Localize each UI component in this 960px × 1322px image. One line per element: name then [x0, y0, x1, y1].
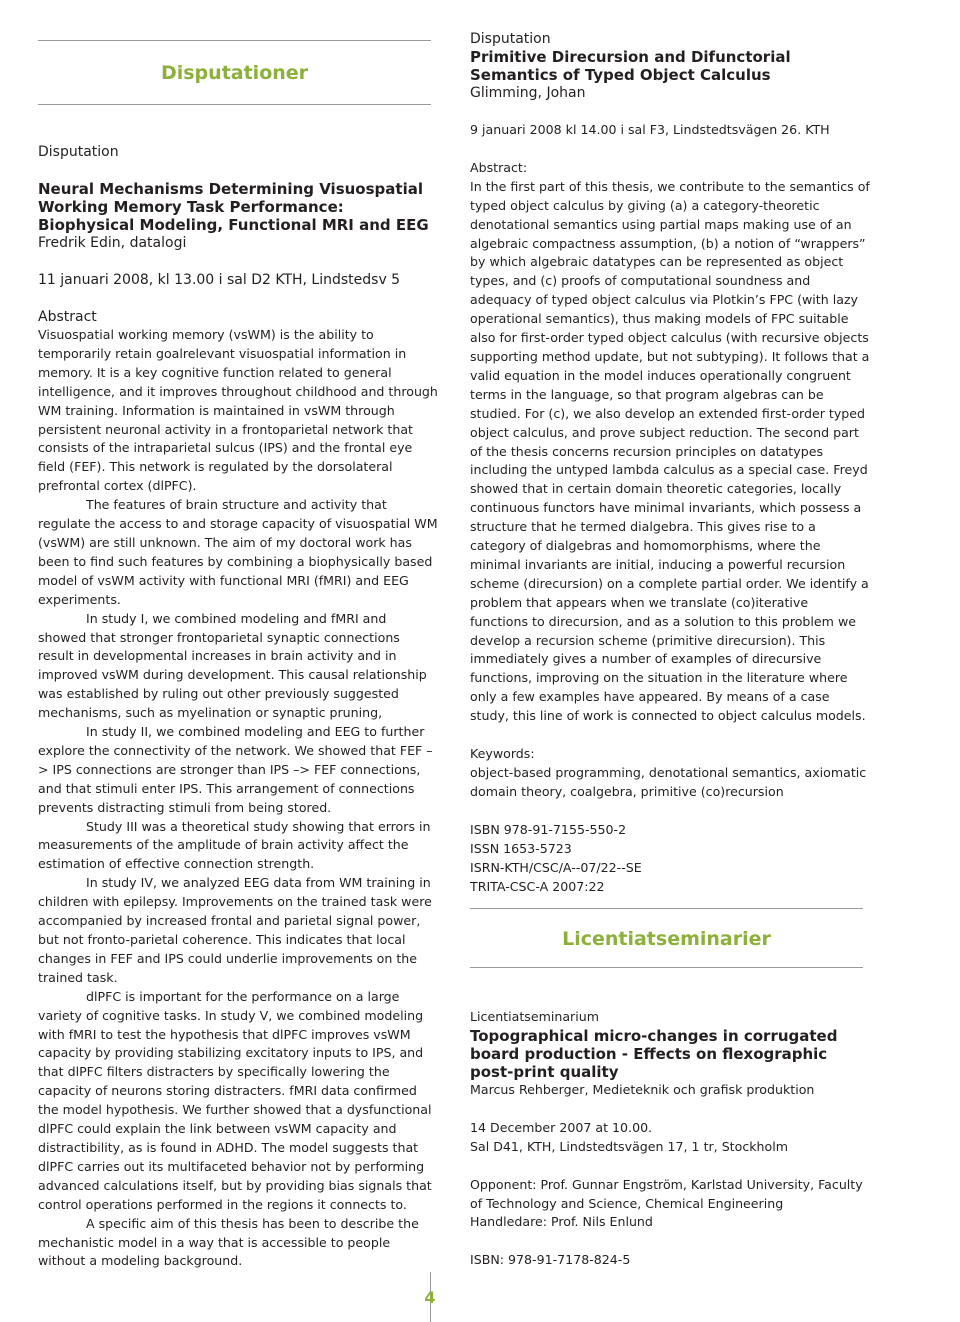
licentiat-isbn: ISBN: 978-91-7178-824-5 — [470, 1252, 631, 1268]
keywords-label: Keywords: — [470, 746, 535, 762]
isrn: ISRN-KTH/CSC/A--07/22--SE — [470, 859, 642, 875]
top-left-rule — [38, 40, 431, 41]
trita: TRITA-CSC-A 2007:22 — [470, 878, 605, 894]
keywords-text: object-based programming, denotational semantics, axiomatic domain theory, coalgebra, primitive (co)recursion — [470, 765, 867, 799]
licentiat-place: Sal D41, KTH, Lindstedtsvägen 17, 1 tr, Stockholm — [470, 1138, 788, 1154]
licentiat-bottom-rule — [470, 967, 863, 968]
abstract-text: In the first part of this thesis, we contribute to the semantics of typed object calculus by giving (a) a category-theoretic denotational semantics using partial maps making use of an algebraic compactness assumption, (b) a notion of “wrappers” by which algebraic datatypes can be represented as object types, and (c) proofs of computational soundness and adequacy of typed object calculus via Plotkin’s FPC (with lazy operational semantics), thus making models of FPC suitable also for first-order typed object calculus (with recursive objects supporting method update, but not subtyping). It follows that a valid equation in the model induces operationally congruent terms in the language, so that program algebras can be studied. For (c), we also develop an extended first-order typed object calculus, and prove subject reduction. The second part of the thesis concerns recursion principles on datatypes including the untyped lambda calculus as a special case. Freyd showed that in certain domain theoretic categories, locally continuous functors have minimal invariants, which possess a structure that he termed dialgebra. This gives rise to a category of dialgebras and homomorphisms, where the minimal invariants are initial, inducing a powerful recursion scheme (direcursion) on a complete partial order. We identify a problem that appears when we translate (co)iterative functions to direcursion, and as a solution to this problem we develop a recursion scheme (primitive direcursion). This immediately gives a number of examples of direcursive functions, improving on the situation in the literature where only a few examples have appeared. By means of a case study, this line of work is connected to object calculus models. — [470, 178, 870, 724]
licentiat-supervisor: Handledare: Prof. Nils Enlund — [470, 1214, 653, 1230]
article-date-place: 9 januari 2008 kl 14.00 i sal F3, Lindstedtsvägen 26. KTH — [470, 122, 830, 137]
licentiat-date: 14 December 2007 at 10.00. — [470, 1119, 653, 1135]
paragraph: In study I, we combined modeling and fMRI and showed that stronger frontoparietal synaptic connections result in developmental increases in brain activity and in improved vsWM during development. This causal relationship was established by ruling out other previously suggested mechanisms, such as myelination or synaptic pruning, — [38, 610, 427, 721]
licentiat-article — [470, 1008, 870, 1270]
article-author: Glimming, Johan — [470, 85, 586, 101]
article-title: Primitive Direcursion and Difunctorial Semantics of Typed Object Calculus — [470, 48, 791, 84]
licentiat-top-rule — [470, 908, 863, 909]
page-number: 4 — [424, 1288, 436, 1307]
paragraph: A specific aim of this thesis has been to describe the mechanistic model in a way that is accessible to people without a modeling background. — [38, 1215, 419, 1269]
licentiat-author: Marcus Rehberger, Medieteknik och grafisk produktion — [470, 1081, 815, 1097]
paragraph: In study II, we combined modeling and EEG to further explore the connectivity of the network. We showed that FEF –> IPS connections are stronger than IPS –> FEF connections, and that stimuli enter IPS. This arrangement of connections prevents distracting stimuli from being stored. — [38, 724, 433, 815]
isbn: ISBN 978-91-7155-550-2 — [470, 821, 627, 837]
paragraph: The features of brain structure and activity that regulate the access to and storage capacity of visuospatial WM (vsWM) are still unknown. The aim of my doctoral work has been to find such features by combining a biophysically based model of vsWM activity with functional MRI (fMRI) and EEG experiments. — [38, 497, 438, 607]
article-title: Neural Mechanisms Determining Visuospatial Working Memory Task Performance: Biophysical Modeling, Functional MRI and EEG — [38, 180, 429, 234]
abstract-label: Abstract: — [470, 159, 528, 175]
licentiat-title: Topographical micro-changes in corrugated board production - Effects on flexographic post-print quality — [470, 1026, 838, 1081]
paragraph: dlPFC is important for the performance on a large variety of cognitive tasks. In study V, we combined modeling with fMRI to test the hypothesis that dlPFC improves vsWM capacity by providing stabilizing excitatory inputs to IPS, and that dlPFC filters distracters by specifically lowering the capacity of neurons storing distracters. fMRI data confirmed the model hypothesis. We further showed that a dysfunctional dlPFC could explain the link between vsWM capacity and distractibility, as is found in ADHD. The model suggests that dlPFC carries out its multifaceted behavior not by performing advanced calculations itself, but by providing bias signals that control operations performed in the regions it connects to. — [38, 988, 432, 1212]
section-title-disputationer: Disputationer — [160, 62, 309, 84]
paragraph: In study IV, we analyzed EEG data from WM training in children with epilepsy. Improvements on the trained task were accompanied by increased frontal and parietal signal power, but not fronto-parietal coherence. This indicates that local changes in FEF and IPS could underlie improvements on the trained task. — [38, 875, 432, 985]
section-title-licentiatseminarier: Licentiatseminarier — [562, 928, 771, 950]
disputation-label: Disputation — [38, 144, 119, 160]
right-article — [470, 30, 870, 896]
licentiat-label: Licentiatseminarium — [470, 1009, 599, 1024]
issn: ISSN 1653-5723 — [470, 840, 572, 856]
disputation-label: Disputation — [470, 31, 551, 47]
paragraph: Study III was a theoretical study showing that errors in measurements of the amplitude of brain activity affect the estimation of effective connection strength. — [38, 818, 431, 872]
abstract-label: Abstract — [38, 309, 97, 325]
left-article — [38, 143, 438, 1271]
paragraph: Visuospatial working memory (vsWM) is the ability to temporarily retain goalrelevant visuospatial information in memory. It is a key cognitive function related to general intelligence, and it improves throughout childhood and through WM training. Information is maintained in vsWM through persistent neuronal activity in a frontoparietal network that consists of the intraparietal sulcus (IPS) and the frontal eye field (FEF). This network is regulated by the dorsolateral prefrontal cortex (dlPFC). — [38, 327, 438, 494]
article-date-place: 11 januari 2008, kl 13.00 i sal D2 KTH, Lindstedsv 5 — [38, 272, 401, 288]
licentiat-opponent: Opponent: Prof. Gunnar Engström, Karlstad University, Faculty of Technology and Science, Chemical Engineering — [470, 1176, 863, 1211]
section-left-rule — [38, 104, 431, 105]
article-author: Fredrik Edin, datalogi — [38, 235, 187, 251]
